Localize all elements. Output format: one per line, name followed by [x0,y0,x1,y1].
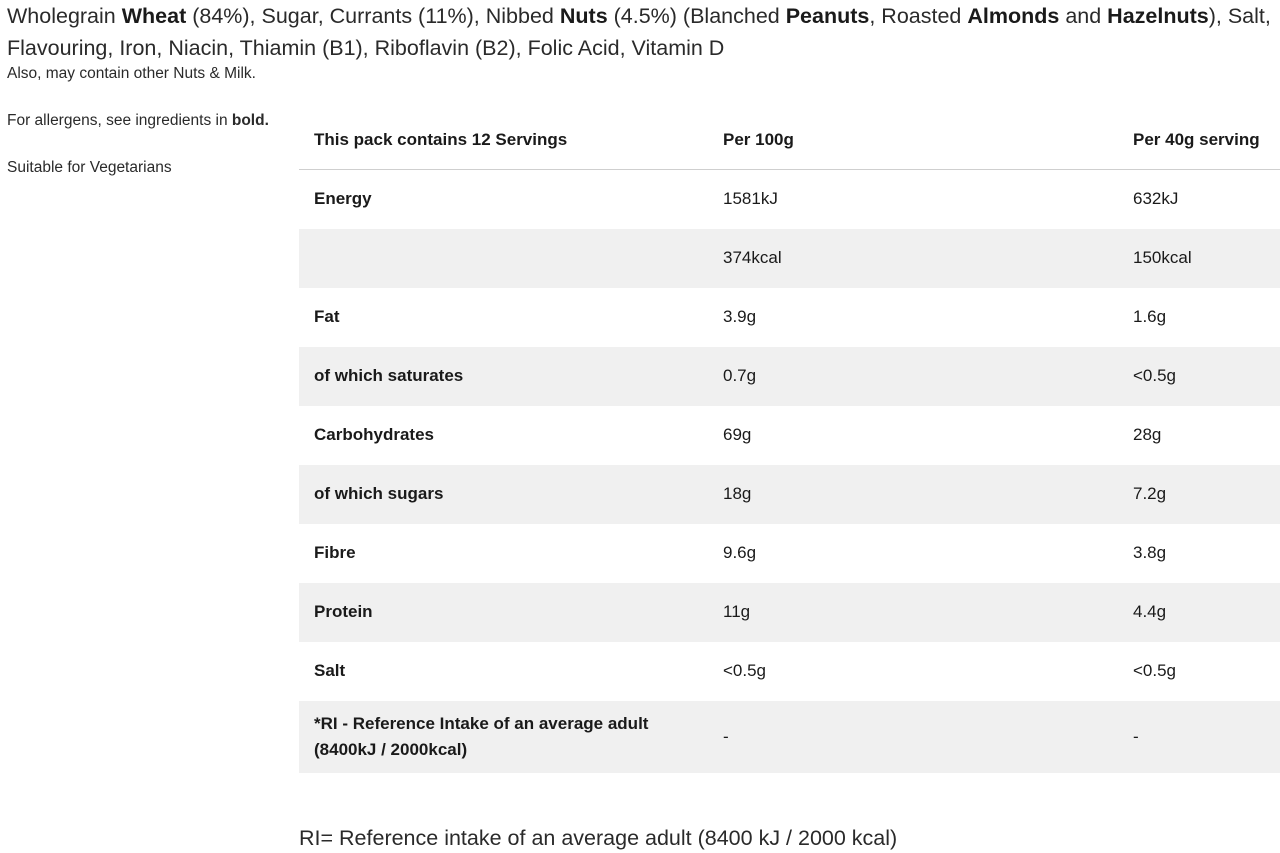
table-row-sugars [299,465,1280,524]
row-label: Energy [314,189,372,209]
table-row-salt [299,642,1280,701]
allergens-bold-word: bold. [231,112,269,129]
row-per-serving: <0.5g [1133,661,1177,680]
row-per-serving: - [1133,726,1139,746]
table-row-fat [299,288,1280,347]
allergen-nuts: Nuts [559,4,608,28]
allergen-hazelnuts: Hazelnuts [1107,4,1209,28]
ingredients-part: Wholegrain [7,4,122,28]
ingredients-part: (84%), Sugar, Currants (11%), Nibbed [186,4,560,28]
row-label: Fat [314,307,340,326]
row-label: Protein [314,602,373,621]
ingredients-part: ), Salt, Flavouring, Iron, Niacin, Thiamin (B1), Riboflavin (B2), Folic Acid, Vitamin D [7,4,1271,60]
allergen-peanuts: Peanuts [785,4,870,28]
ingredients-text [7,0,1275,64]
ingredients-part: (4.5%) (Blanched [607,4,786,28]
row-per-serving: <0.5g [1133,366,1177,385]
row-per-100g: 0.7g [723,366,757,385]
row-per-100g: 374kcal [723,248,782,267]
row-label: Carbohydrates [314,425,434,444]
ingredients-part: , Roasted [869,4,968,28]
table-row-protein [299,583,1280,642]
row-per-100g: 11g [723,602,751,621]
row-per-100g: <0.5g [723,661,767,680]
row-per-serving: 632kJ [1133,189,1179,209]
row-per-serving: 3.8g [1133,543,1167,562]
allergens-text: For allergens, see ingredients in [7,112,232,129]
row-per-100g: 9.6g [723,543,757,562]
row-per-100g: 18g [723,484,752,503]
row-label [299,229,708,288]
table-row-carbohydrates [299,406,1280,465]
row-per-serving: 1.6g [1133,307,1167,326]
may-contain-note: Also, may contain other Nuts & Milk. [7,65,256,82]
row-label: of which saturates [314,366,464,385]
table-row-saturates [299,347,1280,406]
ri-footnote: RI= Reference intake of an average adult (8400 kJ / 2000 kcal) [299,826,898,850]
row-per-serving: 28g [1133,425,1162,444]
row-label: *RI - Reference Intake of an average adult (8400kJ / 2000kcal) [314,713,649,759]
nutrition-table [299,110,1280,773]
row-per-serving: 7.2g [1133,484,1167,503]
row-per-100g: - [723,726,729,746]
row-label: of which sugars [314,484,444,503]
header-per-serving: Per 40g serving [1118,110,1280,170]
row-per-serving: 4.4g [1133,602,1167,621]
row-per-serving: 150kcal [1133,248,1192,267]
allergen-wheat: Wheat [121,4,187,28]
row-per-100g: 1581kJ [723,189,778,209]
header-per-100g: Per 100g [708,110,1118,170]
allergens-note [7,111,269,131]
table-row-energy-kj [299,170,1280,229]
vegetarian-note: Suitable for Vegetarians [7,159,172,176]
row-per-100g: 3.9g [723,307,757,326]
table-row-fibre [299,524,1280,583]
header-servings: This pack contains 12 Servings [299,110,708,170]
row-label: Salt [314,661,346,680]
row-label: Fibre [314,543,356,562]
ingredients-part: and [1059,4,1108,28]
row-per-100g: 69g [723,425,752,444]
table-header-row [299,110,1280,170]
table-row-ri [299,701,1280,773]
table-row-energy-kcal [299,229,1280,288]
allergen-almonds: Almonds [967,4,1060,28]
